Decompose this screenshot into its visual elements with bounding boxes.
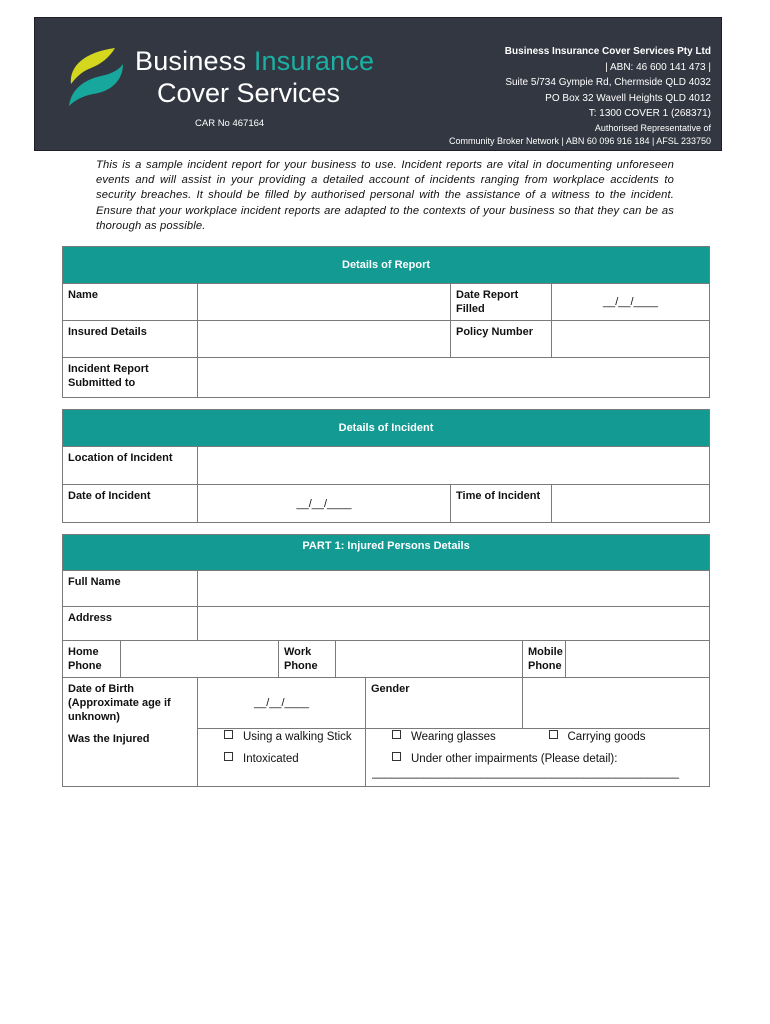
- option-walking-stick[interactable]: Using a walking Stick: [198, 728, 366, 750]
- company-phone: T: 1300 COVER 1 (268371): [588, 108, 711, 119]
- policy-field[interactable]: [552, 321, 710, 358]
- work-phone-label: Work Phone: [279, 641, 336, 678]
- home-phone-field[interactable]: [121, 641, 279, 678]
- company-details: [449, 44, 711, 148]
- time-field[interactable]: [552, 485, 710, 523]
- was-injured-label: Was the Injured: [63, 728, 198, 750]
- mobile-phone-label: Mobile Phone: [523, 641, 566, 678]
- gender-label: Gender: [366, 678, 523, 729]
- car-number: CAR No 467164: [195, 118, 265, 129]
- date-filled-label: Date Report Filled: [451, 284, 552, 321]
- option-wearing-glasses[interactable]: Wearing glasses: [366, 728, 523, 750]
- insured-field[interactable]: [198, 321, 451, 358]
- brand-name-line1: Business Insurance: [135, 46, 375, 76]
- company-name: Business Insurance Cover Services Pty Ltd: [504, 46, 711, 57]
- option-other-impairments[interactable]: Under other impairments (Please detail): ________________________________________________: [366, 750, 710, 786]
- time-label: Time of Incident: [451, 485, 552, 523]
- letterhead: [34, 17, 722, 151]
- home-phone-label: Home Phone: [63, 641, 121, 678]
- other-impairments-checkbox[interactable]: [392, 752, 401, 761]
- full-name-label: Full Name: [63, 571, 198, 607]
- company-abn: | ABN: 46 600 141 473 |: [605, 61, 711, 73]
- intoxicated-checkbox[interactable]: [224, 752, 233, 761]
- option-carrying-goods[interactable]: Carrying goods: [523, 728, 710, 750]
- glasses-checkbox[interactable]: [392, 730, 401, 739]
- incident-date-label: Date of Incident: [63, 485, 198, 523]
- dob-field[interactable]: __/__/____: [198, 678, 366, 729]
- injured-section-title: PART 1: Injured Persons Details: [63, 535, 710, 571]
- policy-label: Policy Number: [451, 321, 552, 358]
- incident-details-table: [62, 409, 710, 523]
- date-filled-field[interactable]: __/__/____: [552, 284, 710, 321]
- authorised-rep: Authorised Representative of: [594, 122, 711, 133]
- incident-section-title: Details of Incident: [63, 410, 710, 447]
- address-field[interactable]: [198, 607, 710, 641]
- incident-date-field[interactable]: __/__/____: [198, 485, 451, 523]
- walking-stick-checkbox[interactable]: [224, 730, 233, 739]
- report-section-title: Details of Report: [63, 247, 710, 284]
- gender-field[interactable]: [523, 678, 710, 729]
- broker-network: Community Broker Network | ABN 60 096 916 184 | AFSL 233750: [449, 135, 711, 146]
- hands-logo-icon: [65, 44, 125, 110]
- location-field[interactable]: [198, 447, 710, 485]
- insured-label: Insured Details: [63, 321, 198, 358]
- option-intoxicated[interactable]: Intoxicated: [198, 750, 366, 786]
- was-injured-blank: [63, 750, 198, 786]
- full-name-field[interactable]: [198, 571, 710, 607]
- name-label: Name: [63, 284, 198, 321]
- company-address1: Suite 5/734 Gympie Rd, Chermside QLD 4032: [505, 77, 711, 88]
- brand-name-line2: Cover Services: [157, 78, 341, 108]
- carrying-goods-checkbox[interactable]: [549, 730, 558, 739]
- address-label: Address: [63, 607, 198, 641]
- dob-label: Date of Birth (Approximate age if unknown): [63, 678, 198, 729]
- work-phone-field[interactable]: [336, 641, 523, 678]
- company-address2: PO Box 32 Wavell Heights QLD 4012: [545, 92, 711, 104]
- injured-details-table: [62, 534, 710, 787]
- submitted-label: Incident Report Submitted to: [63, 358, 198, 398]
- intro-paragraph: This is a sample incident report for your business to use. Incident reports are vital in documenting unforeseen events and will assist in your providing a detailed account of incidents ranging from workplace accidents to security breaches. It should be filled by authorised personal with the assistance of a witness to the incident. Ensure that your workplace incident reports are adapted to the contexts of your business so that they can be as thorough as possible.: [96, 159, 674, 232]
- report-details-table: [62, 246, 710, 398]
- name-field[interactable]: [198, 284, 451, 321]
- impairment-detail-line[interactable]: ________________________________________________: [372, 767, 679, 779]
- location-label: Location of Incident: [63, 447, 198, 485]
- submitted-field[interactable]: [198, 358, 710, 398]
- mobile-phone-field[interactable]: [566, 641, 710, 678]
